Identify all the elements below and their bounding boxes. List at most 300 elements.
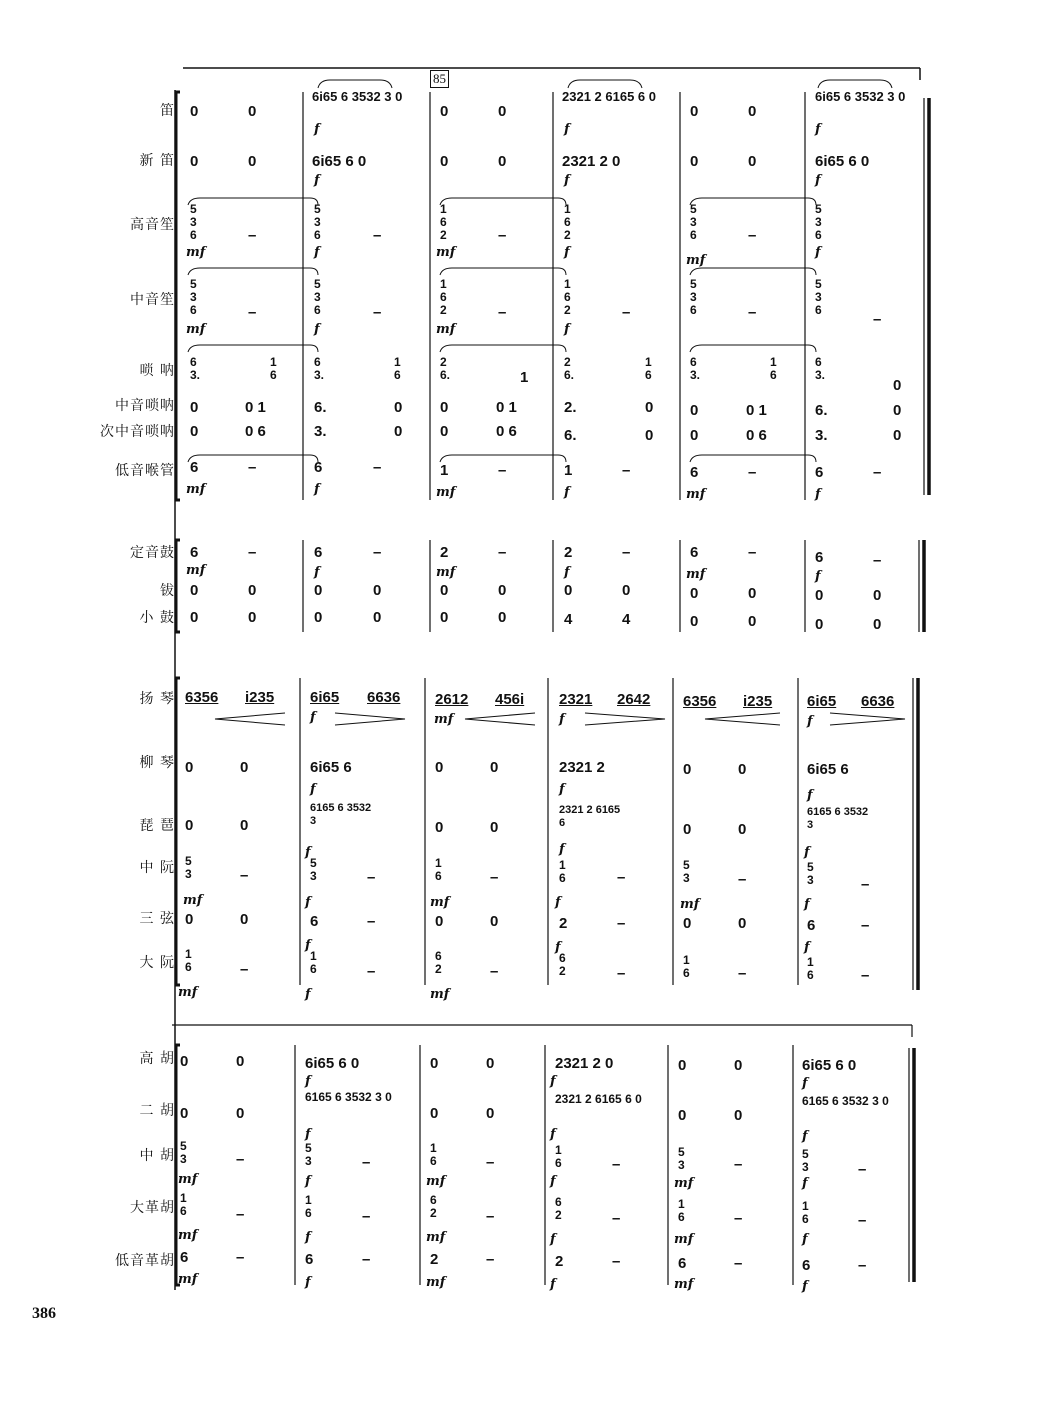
dynamic-marking: f <box>559 712 565 727</box>
dynamic-marking: f <box>564 173 570 188</box>
note-cell: 0 <box>490 819 499 836</box>
note-cell: – <box>367 869 376 886</box>
note-cell: 1 6 <box>770 355 777 382</box>
note-cell: 1 6 <box>185 947 192 974</box>
note-cell: 0 <box>893 427 902 444</box>
note-cell: – <box>236 1249 245 1266</box>
note-cell: 0 <box>180 1105 189 1122</box>
note-cell: – <box>498 462 507 479</box>
note-cell: 6 <box>807 917 816 934</box>
note-cell: 5 3 6 <box>690 277 697 317</box>
note-cell: 6i65 6 <box>310 759 352 776</box>
note-cell: 6 3. <box>190 355 201 382</box>
note-cell: – <box>362 1251 371 1268</box>
dynamic-marking: mf <box>436 322 456 337</box>
dynamic-marking: mf <box>426 1230 446 1245</box>
instrument-label-gaohu: 高 胡 <box>139 1051 175 1067</box>
instrument-label-daruan: 大 阮 <box>139 955 175 971</box>
dynamic-marking: f <box>305 1074 311 1089</box>
note-cell: 6. <box>314 399 327 416</box>
note-cell: – <box>498 304 507 321</box>
note-cell: 1 6 2 <box>440 202 447 242</box>
note-cell: 0 <box>690 585 699 602</box>
note-cell: 0 <box>683 915 692 932</box>
note-cell: 0 <box>498 153 507 170</box>
instrument-label-yangqin: 扬 琴 <box>139 691 175 707</box>
note-cell: 5 3 6 <box>190 202 197 242</box>
note-cell: 6 <box>180 1249 189 1266</box>
note-cell: 5 3 6 <box>314 277 321 317</box>
note-cell: 6165 6 3532 3 0 <box>305 1090 392 1104</box>
note-cell: 1 <box>520 369 529 386</box>
dynamic-marking: mf <box>178 1228 198 1243</box>
note-cell: 6 <box>190 459 199 476</box>
note-cell: – <box>861 967 870 984</box>
note-cell: 0 <box>440 399 449 416</box>
note-cell: 6i65 6 0 <box>305 1055 360 1072</box>
note-cell: – <box>362 1208 371 1225</box>
note-cell: 2321 2 6165 6 0 <box>555 1092 642 1106</box>
note-cell: 6i65 <box>310 689 340 706</box>
dynamic-marking: f <box>305 895 311 910</box>
note-cell: – <box>248 544 257 561</box>
note-cell: 0 <box>498 609 507 626</box>
note-cell: – <box>622 544 631 561</box>
note-cell: 0 <box>734 1107 743 1124</box>
note-cell: 6 3. <box>690 355 701 382</box>
dynamic-marking: mf <box>674 1232 694 1247</box>
note-cell: 0 <box>248 582 257 599</box>
note-cell: 1 6 <box>430 1141 437 1168</box>
instrument-label-suona: 唢 呐 <box>139 363 175 379</box>
note-cell: 1 6 <box>180 1191 187 1218</box>
note-cell: 0 <box>683 821 692 838</box>
dynamic-marking: f <box>310 710 316 725</box>
note-cell: 0 <box>185 817 194 834</box>
note-cell: 0 <box>893 377 902 394</box>
dynamic-marking: f <box>804 940 810 955</box>
note-cell: 2612 <box>435 691 469 708</box>
note-cell: – <box>748 544 757 561</box>
note-cell: 0 <box>190 399 199 416</box>
note-cell: 0 <box>180 1053 189 1070</box>
note-cell: 0 <box>645 427 654 444</box>
note-cell: 0 <box>645 399 654 416</box>
note-cell: 6 3. <box>815 355 826 382</box>
instrument-label-dagehu: 大革胡 <box>130 1200 175 1216</box>
note-cell: – <box>612 1210 621 1227</box>
note-cell: 6 2 <box>430 1193 437 1220</box>
note-cell: – <box>734 1156 743 1173</box>
note-cell: 0 <box>236 1105 245 1122</box>
note-cell: 2 <box>440 544 449 561</box>
note-cell: – <box>858 1257 867 1274</box>
note-cell: 0 1 <box>496 399 517 416</box>
note-cell: 6i65 6 3532 3 0 <box>312 89 403 104</box>
note-cell: 5 3 6 <box>690 202 697 242</box>
dynamic-marking: f <box>802 1129 808 1144</box>
note-cell: – <box>858 1161 867 1178</box>
note-cell: 6 <box>678 1255 687 1272</box>
dynamic-marking: f <box>804 897 810 912</box>
note-cell: 6356 <box>683 693 717 710</box>
note-cell: 6 <box>314 544 323 561</box>
note-cell: – <box>248 227 257 244</box>
note-cell: 1 6 <box>435 856 442 883</box>
note-cell: 6 <box>310 913 319 930</box>
dynamic-marking: f <box>305 1127 311 1142</box>
note-cell: 6i65 6 0 <box>815 153 870 170</box>
dynamic-marking: f <box>314 322 320 337</box>
dynamic-marking: f <box>550 1232 556 1247</box>
dynamic-marking: mf <box>686 253 706 268</box>
dynamic-marking: f <box>314 173 320 188</box>
note-cell: 6i65 6 0 <box>312 153 367 170</box>
note-cell: – <box>490 869 499 886</box>
dynamic-marking: f <box>305 938 311 953</box>
note-cell: – <box>498 544 507 561</box>
note-cell: 0 <box>490 913 499 930</box>
dynamic-marking: f <box>802 1232 808 1247</box>
dynamic-marking: f <box>305 845 311 860</box>
note-cell: 0 <box>314 609 323 626</box>
note-cell: 1 6 2 <box>564 202 571 242</box>
note-cell: 0 <box>248 103 257 120</box>
dynamic-marking: f <box>802 1279 808 1294</box>
note-cell: 0 <box>738 761 747 778</box>
note-cell: 0 <box>248 153 257 170</box>
note-cell: – <box>873 311 882 328</box>
instrument-label-dingyingu: 定音鼓 <box>130 545 175 561</box>
note-cell: 0 <box>738 821 747 838</box>
note-cell: 0 <box>440 609 449 626</box>
note-cell: 6i65 6 0 <box>802 1057 857 1074</box>
note-cell: 0 <box>440 423 449 440</box>
dynamic-marking: f <box>310 782 316 797</box>
note-cell: 0 <box>373 582 382 599</box>
note-cell: 0 <box>190 609 199 626</box>
note-cell: – <box>486 1251 495 1268</box>
note-cell: – <box>748 304 757 321</box>
note-cell: 5 3 <box>305 1141 312 1168</box>
note-cell: 0 <box>734 1057 743 1074</box>
note-cell: 0 <box>678 1107 687 1124</box>
instrument-label-zhongyin-sheng: 中音笙 <box>130 292 175 308</box>
note-cell: 0 <box>690 402 699 419</box>
dynamic-marking: f <box>555 940 561 955</box>
dynamic-marking: f <box>804 845 810 860</box>
dynamic-marking: mf <box>186 322 206 337</box>
note-cell: 0 <box>690 153 699 170</box>
note-cell: 0 <box>394 399 403 416</box>
dynamic-marking: f <box>305 1230 311 1245</box>
note-cell: 0 <box>190 153 199 170</box>
note-cell: – <box>373 304 382 321</box>
note-cell: 0 <box>440 582 449 599</box>
dynamic-marking: mf <box>426 1275 446 1290</box>
note-cell: – <box>498 227 507 244</box>
instrument-label-sanxian: 三 弦 <box>139 911 175 927</box>
note-cell: 0 <box>314 582 323 599</box>
note-cell: 5 3 <box>683 858 690 885</box>
instrument-label-cizhongyin-suona: 次中音唢呐 <box>100 424 175 440</box>
dynamic-marking: f <box>802 1076 808 1091</box>
note-cell: – <box>490 963 499 980</box>
rehearsal-mark: 85 <box>430 70 449 88</box>
note-cell: – <box>622 462 631 479</box>
note-cell: 6 <box>314 459 323 476</box>
note-cell: 0 <box>185 911 194 928</box>
note-cell: 2321 2 6165 6 <box>559 804 621 829</box>
note-cell: 2 6. <box>440 355 451 382</box>
note-cell: 1 6 2 <box>440 277 447 317</box>
note-cell: 6 <box>305 1251 314 1268</box>
note-cell: 0 <box>678 1057 687 1074</box>
note-cell: i235 <box>245 689 275 706</box>
dynamic-marking: f <box>815 487 821 502</box>
note-cell: 0 <box>430 1105 439 1122</box>
note-cell: 6. <box>815 402 828 419</box>
instrument-label-diyin-houguan: 低音喉管 <box>115 463 175 479</box>
dynamic-marking: mf <box>430 987 450 1002</box>
dynamic-marking: mf <box>430 895 450 910</box>
dynamic-marking: mf <box>674 1176 694 1191</box>
dynamic-marking: f <box>550 1277 556 1292</box>
note-cell: 2 6. <box>564 355 575 382</box>
note-cell: – <box>612 1156 621 1173</box>
note-cell: 1 6 <box>678 1197 685 1224</box>
note-cell: 5 3 6 <box>190 277 197 317</box>
note-cell: – <box>734 1255 743 1272</box>
dynamic-marking: f <box>564 485 570 500</box>
note-cell: 5 3 <box>310 856 317 883</box>
dynamic-marking: f <box>807 714 813 729</box>
note-cell: 3. <box>815 427 828 444</box>
dynamic-marking: f <box>314 122 320 137</box>
note-cell: 0 1 <box>746 402 767 419</box>
note-cell: 0 <box>486 1105 495 1122</box>
note-cell: 6 2 <box>555 1195 562 1222</box>
instrument-label-zhonghu: 中 胡 <box>139 1148 175 1164</box>
note-cell: 5 3 <box>678 1145 685 1172</box>
dynamic-marking: f <box>559 782 565 797</box>
dynamic-marking: f <box>815 122 821 137</box>
dynamic-marking: mf <box>183 893 203 908</box>
dynamic-marking: f <box>314 482 320 497</box>
note-cell: – <box>240 867 249 884</box>
note-cell: – <box>617 869 626 886</box>
note-cell: 0 <box>190 103 199 120</box>
note-cell: – <box>367 963 376 980</box>
dynamic-marking: mf <box>674 1277 694 1292</box>
note-cell: 0 6 <box>245 423 266 440</box>
dynamic-marking: f <box>815 245 821 260</box>
note-cell: 0 <box>394 423 403 440</box>
note-cell: 456i <box>495 691 525 708</box>
dynamic-marking: f <box>564 122 570 137</box>
note-cell: – <box>738 871 747 888</box>
dynamic-marking: mf <box>436 565 456 580</box>
note-cell: 6165 6 3532 3 <box>807 806 869 831</box>
dynamic-marking: mf <box>686 487 706 502</box>
note-cell: – <box>248 304 257 321</box>
note-cell: 0 <box>435 759 444 776</box>
note-cell: 0 <box>748 585 757 602</box>
note-cell: 6 2 <box>435 949 442 976</box>
dynamic-marking: mf <box>186 563 206 578</box>
instrument-label-zhongruan: 中 阮 <box>139 860 175 876</box>
dynamic-marking: f <box>305 1275 311 1290</box>
note-cell: – <box>248 459 257 476</box>
note-cell: 0 <box>873 587 882 604</box>
dynamic-marking: mf <box>436 485 456 500</box>
dynamic-marking: f <box>314 245 320 260</box>
dynamic-marking: f <box>305 987 311 1002</box>
note-cell: – <box>861 917 870 934</box>
note-cell: 0 <box>248 609 257 626</box>
dynamic-marking: mf <box>178 985 198 1000</box>
note-cell: 3. <box>314 423 327 440</box>
note-cell: 1 6 <box>394 355 401 382</box>
note-cell: – <box>734 1210 743 1227</box>
note-cell: – <box>617 915 626 932</box>
note-cell: – <box>738 965 747 982</box>
note-cell: – <box>861 876 870 893</box>
note-cell: – <box>240 961 249 978</box>
note-cell: 6636 <box>367 689 401 706</box>
note-cell: 5 3 <box>802 1147 809 1174</box>
note-cell: 0 <box>622 582 631 599</box>
note-cell: 2321 2 <box>559 759 605 776</box>
dynamic-marking: mf <box>178 1172 198 1187</box>
note-cell: 2321 2 0 <box>555 1055 614 1072</box>
note-cell: 5 3 6 <box>815 202 822 242</box>
note-cell: 0 <box>185 759 194 776</box>
dynamic-marking: f <box>550 1174 556 1189</box>
note-cell: 6165 6 3532 3 <box>310 802 372 827</box>
note-cell: 5 3 <box>180 1139 187 1166</box>
note-cell: 0 <box>240 759 249 776</box>
note-cell: 2 <box>430 1251 439 1268</box>
note-cell: 2321 2 0 <box>562 153 621 170</box>
note-cell: 0 <box>873 616 882 633</box>
note-cell: 1 6 <box>559 858 566 885</box>
note-cell: 6i65 <box>807 693 837 710</box>
note-cell: – <box>617 965 626 982</box>
note-cell: 0 <box>440 103 449 120</box>
note-cell: 0 <box>748 613 757 630</box>
note-cell: 4 <box>622 611 631 628</box>
note-cell: 6i65 6 <box>807 761 849 778</box>
note-cell: – <box>373 459 382 476</box>
note-cell: 2321 2 6165 6 0 <box>562 89 656 104</box>
dynamic-marking: mf <box>434 712 454 727</box>
note-cell: 1 6 <box>683 953 690 980</box>
instrument-label-zhongyin-suona: 中音唢呐 <box>115 398 175 414</box>
note-cell: 2 <box>555 1253 564 1270</box>
note-cell: – <box>612 1253 621 1270</box>
instrument-label-erhu: 二 胡 <box>139 1103 175 1119</box>
note-cell: 1 <box>564 462 573 479</box>
note-cell: 0 <box>815 616 824 633</box>
note-cell: 0 <box>240 817 249 834</box>
note-cell: 0 <box>748 103 757 120</box>
dynamic-marking: mf <box>186 245 206 260</box>
instrument-label-gaoyin-sheng: 高音笙 <box>130 217 175 233</box>
dynamic-marking: f <box>564 322 570 337</box>
dynamic-marking: mf <box>178 1272 198 1287</box>
note-cell: 0 <box>690 613 699 630</box>
note-cell: 0 <box>240 911 249 928</box>
note-cell: 1 <box>440 462 449 479</box>
dynamic-marking: f <box>550 1074 556 1089</box>
note-cell: – <box>873 552 882 569</box>
dynamic-marking: mf <box>686 567 706 582</box>
dynamic-marking: f <box>564 245 570 260</box>
note-cell: – <box>622 304 631 321</box>
dynamic-marking: f <box>305 1174 311 1189</box>
note-cell: – <box>236 1151 245 1168</box>
instrument-label-xindi: 新 笛 <box>139 153 175 169</box>
note-cell: – <box>748 464 757 481</box>
note-cell: – <box>362 1154 371 1171</box>
dynamic-marking: f <box>807 788 813 803</box>
note-cell: 6 <box>690 464 699 481</box>
instrument-label-pipa: 琵 琶 <box>139 818 175 834</box>
dynamic-marking: f <box>314 565 320 580</box>
note-cell: 2 <box>559 915 568 932</box>
note-cell: 0 <box>430 1055 439 1072</box>
note-cell: 0 6 <box>496 423 517 440</box>
note-cell: 0 <box>373 609 382 626</box>
note-cell: 5 3 <box>185 854 192 881</box>
note-cell: 0 <box>236 1053 245 1070</box>
note-cell: 1 6 <box>807 955 814 982</box>
note-cell: – <box>373 227 382 244</box>
note-cell: i235 <box>743 693 773 710</box>
note-cell: 1 6 <box>305 1193 312 1220</box>
note-cell: 0 <box>190 582 199 599</box>
note-cell: 6636 <box>861 693 895 710</box>
dynamic-marking: f <box>815 569 821 584</box>
note-cell: 6 <box>815 549 824 566</box>
note-cell: – <box>367 913 376 930</box>
note-cell: 6i65 6 3532 3 0 <box>815 89 906 104</box>
note-cell: 6165 6 3532 3 0 <box>802 1094 889 1108</box>
note-cell: 0 6 <box>746 427 767 444</box>
note-cell: 0 <box>498 103 507 120</box>
dynamic-marking: mf <box>426 1174 446 1189</box>
dynamic-marking: f <box>555 895 561 910</box>
note-cell: – <box>486 1154 495 1171</box>
note-cell: 6 <box>802 1257 811 1274</box>
note-cell: 5 3 6 <box>815 277 822 317</box>
note-cell: 2321 <box>559 691 593 708</box>
note-cell: 6. <box>564 427 577 444</box>
dynamic-marking: f <box>559 842 565 857</box>
instrument-label-xiaogu: 小 鼓 <box>139 610 175 626</box>
note-cell: 1 6 <box>645 355 652 382</box>
note-cell: 0 <box>893 402 902 419</box>
note-cell: – <box>748 227 757 244</box>
note-cell: – <box>873 464 882 481</box>
note-cell: 5 3 <box>807 860 814 887</box>
note-cell: 0 <box>190 423 199 440</box>
instrument-label-diyin-gehu: 低音革胡 <box>115 1253 175 1269</box>
dynamic-marking: f <box>815 173 821 188</box>
note-cell: 0 <box>738 915 747 932</box>
note-cell: 4 <box>564 611 573 628</box>
